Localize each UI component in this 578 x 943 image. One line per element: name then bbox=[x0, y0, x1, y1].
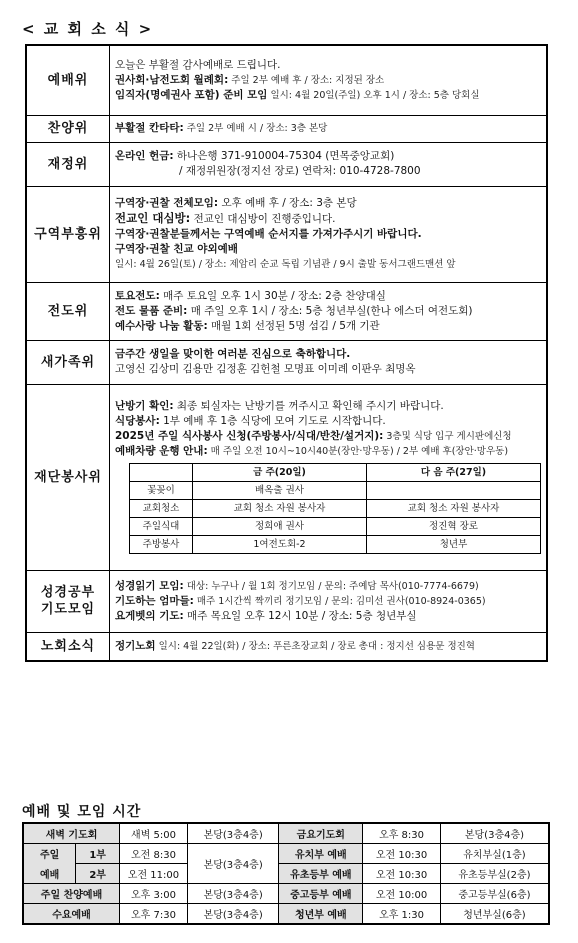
evangelism-line3-text: 매월 1회 선정된 5명 섬김 / 5개 기관 bbox=[207, 319, 380, 332]
worship-line3-text: 일시: 4월 20일(주일) 오후 1시 / 장소: 5층 당회실 bbox=[267, 89, 480, 101]
news-row-evangelism bbox=[26, 282, 547, 340]
schedule-group-sunday: 주일 bbox=[23, 844, 76, 864]
schedule-name: 새벽 기도회 bbox=[23, 823, 120, 844]
worship-line2-label: 권사회·남전도회 월례회: bbox=[115, 73, 229, 86]
schedule-time: 오후 7:30 bbox=[120, 904, 188, 925]
schedule-time: 오전 11:00 bbox=[120, 864, 188, 884]
schedule-name: 주일 찬양예배 bbox=[23, 884, 120, 904]
district-line3: 구역장·권찰분들께서는 구역예배 순서지를 가져가주시기 바랍니다. bbox=[115, 228, 422, 240]
schedule-time: 오전 10:30 bbox=[363, 864, 441, 884]
news-row-service bbox=[26, 384, 547, 570]
duty-this-week: 1여전도회-2 bbox=[193, 535, 367, 553]
duty-roster-table bbox=[129, 463, 541, 554]
schedule-place: 청년부실(6층) bbox=[440, 904, 549, 925]
service-line1-text: 최종 퇴실자는 난방기를 꺼주시고 확인해 주시기 바랍니다. bbox=[173, 399, 444, 412]
schedule-table bbox=[22, 822, 550, 925]
district-line5: 일시: 4월 26일(토) / 장소: 제암리 순교 독립 기념관 / 9시 출발 동서그랜드맨션 앞 bbox=[115, 259, 456, 270]
news-row-bible bbox=[26, 570, 547, 632]
bible-line2-text: 매주 1시간씩 짝끼리 정기모임 / 문의: 김미선 권사(010-8924-0365) bbox=[193, 595, 486, 607]
bible-line2-label: 기도하는 엄마들: bbox=[115, 594, 194, 607]
news-row-choir bbox=[26, 115, 547, 142]
schedule-place: 유치부실(1층) bbox=[440, 844, 549, 864]
schedule-time: 오후 1:30 bbox=[363, 904, 441, 925]
duty-this-week: 배옥출 권사 bbox=[193, 481, 367, 499]
schedule-time: 오전 8:30 bbox=[120, 844, 188, 864]
schedule-row bbox=[23, 823, 549, 844]
schedule-part-2: 2부 bbox=[76, 864, 120, 884]
duty-header-next-week: 다 음 주(27일) bbox=[367, 463, 541, 481]
news-row-elder bbox=[26, 632, 547, 661]
elder-line1-text: 일시: 4월 22일(화) / 장소: 푸른초장교회 / 장로 총대 : 정지선 심용문 정진혁 bbox=[155, 640, 475, 652]
schedule-time: 새벽 5:00 bbox=[120, 823, 188, 844]
schedule-row bbox=[23, 864, 549, 884]
schedule-name: 유초등부 예배 bbox=[279, 864, 363, 884]
evangelism-line2-label: 전도 물품 준비: bbox=[115, 304, 188, 317]
news-row-family bbox=[26, 340, 547, 384]
schedule-name: 중고등부 예배 bbox=[279, 884, 363, 904]
schedule-group-worship: 예배 bbox=[23, 864, 76, 884]
schedule-row bbox=[23, 904, 549, 925]
schedule-place: 본당(3층4층) bbox=[187, 844, 279, 884]
category-elder: 노회소식 bbox=[26, 632, 110, 661]
duty-row bbox=[130, 517, 541, 535]
duty-next-week: 정진혁 장로 bbox=[367, 517, 541, 535]
schedule-place: 본당(3층4층) bbox=[187, 823, 279, 844]
finance-line1-label: 온라인 헌금: bbox=[115, 150, 174, 162]
service-line4-text: 매 주일 오전 10시~10시40분(장안·망우동) / 2부 예배 후(장안·망우동) bbox=[207, 445, 509, 457]
district-line2-label: 전교인 대심방: bbox=[115, 211, 191, 225]
category-service: 재단봉사위 bbox=[26, 384, 110, 570]
duty-next-week bbox=[367, 481, 541, 499]
worship-line1: 오늘은 부활절 감사예배로 드립니다. bbox=[115, 58, 281, 71]
schedule-place: 본당(3층4층) bbox=[187, 884, 279, 904]
service-line3-label: 2025년 주일 식사봉사 신청(주방봉사/식대/반찬/설거지): bbox=[115, 429, 384, 442]
category-choir: 찬양위 bbox=[26, 115, 110, 142]
evangelism-line3-label: 예수사랑 나눔 활동: bbox=[115, 319, 208, 332]
district-line1-text: 오후 예배 후 / 장소: 3층 본당 bbox=[218, 197, 357, 209]
bible-line3-text: 매주 목요일 오후 12시 10분 / 장소: 5층 청년부실 bbox=[183, 609, 417, 622]
schedule-name: 금요기도회 bbox=[279, 823, 363, 844]
news-row-worship bbox=[26, 45, 547, 115]
duty-role: 주방봉사 bbox=[130, 535, 193, 553]
category-worship: 예배위 bbox=[26, 45, 110, 115]
service-line4-label: 예배차량 운행 안내: bbox=[115, 444, 208, 457]
schedule-row bbox=[23, 844, 549, 864]
evangelism-line2-text: 매 주일 오후 1시 / 장소: 5층 청년부실(한나 에스더 여전도회) bbox=[187, 304, 473, 317]
worship-line3-label: 임직자(명예권사 포함) 준비 모임 bbox=[115, 88, 268, 101]
duty-row bbox=[130, 499, 541, 517]
district-line4: 구역장·권찰 친교 야외예배 bbox=[115, 243, 238, 255]
district-line2-text: 전교인 대심방이 진행중입니다. bbox=[190, 213, 336, 225]
finance-line1-text: 하나은행 371-910004-75304 (면목중앙교회) bbox=[173, 150, 395, 162]
service-line2-label: 식당봉사: bbox=[115, 414, 160, 427]
evangelism-line1-text: 매주 토요일 오후 1시 30분 / 장소: 2층 찬양대실 bbox=[159, 289, 386, 302]
schedule-name: 수요예배 bbox=[23, 904, 120, 925]
section-title: < 교 회 소 식 > bbox=[22, 20, 154, 38]
service-line2-text: 1부 예배 후 1층 식당에 모여 기도로 시작합니다. bbox=[159, 414, 386, 427]
service-line1-label: 난방기 확인: bbox=[115, 399, 174, 412]
schedule-row bbox=[23, 884, 549, 904]
duty-row bbox=[130, 535, 541, 553]
category-finance: 재정위 bbox=[26, 142, 110, 186]
duty-role: 교회청소 bbox=[130, 499, 193, 517]
schedule-time: 오후 8:30 bbox=[363, 823, 441, 844]
schedule-time: 오전 10:00 bbox=[363, 884, 441, 904]
category-district: 구역부흥위 bbox=[26, 186, 110, 282]
schedule-time: 오후 3:00 bbox=[120, 884, 188, 904]
duty-role: 주일식대 bbox=[130, 517, 193, 535]
district-line1-label: 구역장·권찰 전체모임: bbox=[115, 197, 219, 209]
schedule-place: 중고등부실(6층) bbox=[440, 884, 549, 904]
duty-role: 꽃꽂이 bbox=[130, 481, 193, 499]
schedule-time: 오전 10:30 bbox=[363, 844, 441, 864]
schedule-title: 예배 및 모임 시간 bbox=[22, 804, 142, 820]
duty-this-week: 정희애 권사 bbox=[193, 517, 367, 535]
news-row-district bbox=[26, 186, 547, 282]
duty-row bbox=[130, 481, 541, 499]
service-line3-text: 3층및 식당 입구 게시판에신청 bbox=[383, 430, 512, 442]
church-news-table bbox=[25, 44, 548, 662]
bible-line1-label: 성경읽기 모임: bbox=[115, 579, 184, 592]
choir-line1-text: 주일 2부 예배 시 / 장소: 3층 본당 bbox=[183, 123, 328, 134]
category-bible-line1: 성경공부 bbox=[40, 585, 96, 600]
bible-line1-text: 대상: 누구나 / 월 1회 정기모임 / 문의: 주예담 목사(010-7774-6679) bbox=[183, 580, 479, 592]
bible-line3-label: 요게벳의 기도: bbox=[115, 609, 184, 622]
duty-header-row bbox=[130, 463, 541, 481]
worship-line2-text: 주일 2부 예배 후 / 장소: 지정된 장소 bbox=[228, 74, 385, 86]
schedule-name: 유치부 예배 bbox=[279, 844, 363, 864]
duty-header-blank bbox=[130, 463, 193, 481]
category-bible-line2: 기도모임 bbox=[40, 602, 96, 617]
news-row-finance bbox=[26, 142, 547, 186]
schedule-place: 유초등부실(2층) bbox=[440, 864, 549, 884]
category-family: 새가족위 bbox=[26, 340, 110, 384]
family-birthday-names: 고영신 김상미 김용만 김정훈 김헌철 모명표 이미례 이판우 최명옥 bbox=[115, 363, 416, 375]
evangelism-line1-label: 토요전도: bbox=[115, 289, 160, 302]
category-bible bbox=[26, 570, 110, 632]
elder-line1-label: 정기노회 bbox=[115, 639, 156, 652]
duty-header-this-week: 금 주(20일) bbox=[193, 463, 367, 481]
schedule-place: 본당(3층4층) bbox=[187, 904, 279, 925]
duty-this-week: 교회 청소 자원 봉사자 bbox=[193, 499, 367, 517]
family-line1: 금주간 생일을 맞이한 여러분 진심으로 축하합니다. bbox=[115, 348, 351, 360]
finance-line2: / 재정위원장(정지선 장로) 연락처: 010-4728-7800 bbox=[179, 165, 421, 177]
schedule-name: 청년부 예배 bbox=[279, 904, 363, 925]
duty-next-week: 교회 청소 자원 봉사자 bbox=[367, 499, 541, 517]
choir-line1-label: 부활절 칸타타: bbox=[115, 122, 184, 134]
schedule-part-1: 1부 bbox=[76, 844, 120, 864]
schedule-place: 본당(3층4층) bbox=[440, 823, 549, 844]
category-evangelism: 전도위 bbox=[26, 282, 110, 340]
duty-next-week: 청년부 bbox=[367, 535, 541, 553]
